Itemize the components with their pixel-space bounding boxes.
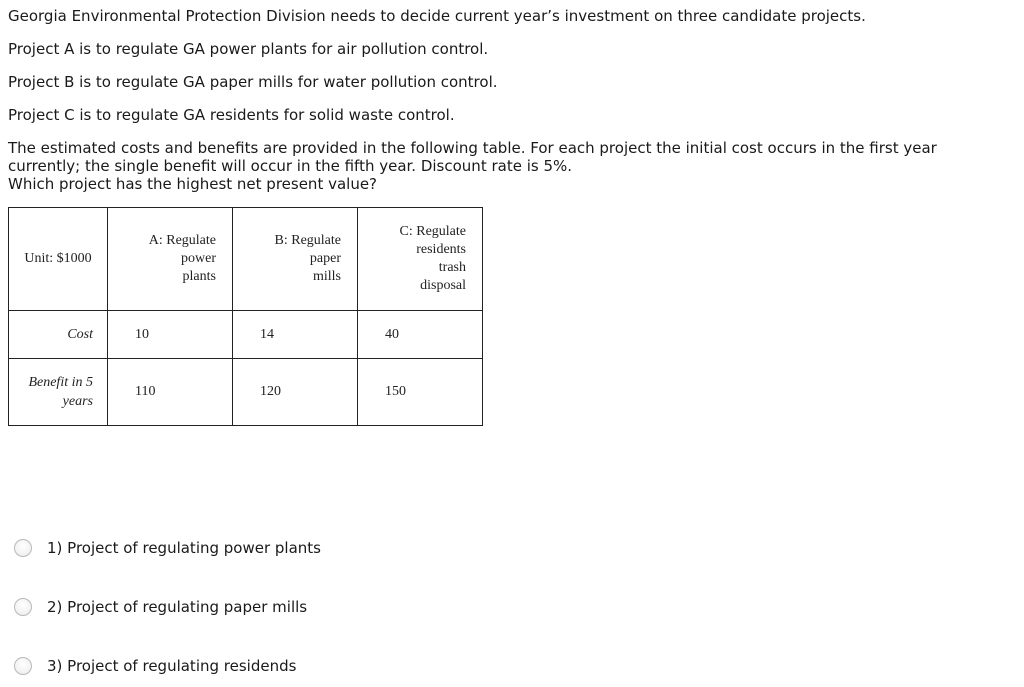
cost-value-b: 14	[233, 311, 358, 359]
header-a-line: plants	[182, 269, 216, 284]
header-b-line: paper	[309, 251, 341, 266]
option-2-label[interactable]: 2) Project of regulating paper mills	[47, 598, 308, 616]
project-c-description: Project C is to regulate GA residents for solid waste control.	[8, 106, 455, 124]
row-label-benefit	[9, 359, 108, 426]
cost-value-a: 10	[108, 311, 233, 359]
question-details-line-1: The estimated costs and benefits are provided in the following table. For each project the initial cost occurs in the first year	[8, 139, 937, 157]
header-b-line: B: Regulate	[274, 233, 341, 248]
cost-benefit-table	[8, 207, 483, 426]
row-label-text: Benefit in 5	[28, 375, 93, 390]
header-a-line: A: Regulate	[148, 233, 216, 248]
radio-button-option-2[interactable]	[14, 598, 32, 616]
header-c-line: C: Regulate	[399, 224, 466, 239]
answer-option-1[interactable]	[14, 537, 321, 559]
question-details	[8, 139, 1008, 193]
row-label-text: years	[62, 394, 93, 409]
header-a-line: power	[181, 251, 216, 266]
table-row-cost	[9, 311, 483, 359]
row-label-text: Cost	[67, 327, 93, 342]
header-b-line: mills	[312, 269, 341, 284]
radio-button-option-3[interactable]	[14, 657, 32, 675]
table-row-benefit	[9, 359, 483, 426]
benefit-value-a: 110	[108, 359, 233, 426]
unit-label: Unit: $1000	[24, 251, 92, 266]
option-3-label[interactable]: 3) Project of regulating residends	[47, 657, 297, 675]
unit-cell	[9, 208, 108, 311]
radio-button-option-1[interactable]	[14, 539, 32, 557]
project-b-description: Project B is to regulate GA paper mills for water pollution control.	[8, 73, 498, 91]
header-c-line: disposal	[420, 278, 466, 293]
answer-option-2[interactable]	[14, 596, 307, 618]
header-project-a	[108, 208, 233, 311]
option-1-label[interactable]: 1) Project of regulating power plants	[47, 539, 321, 557]
row-label-cost	[9, 311, 108, 359]
header-project-c	[358, 208, 483, 311]
table-header-row	[9, 208, 483, 311]
cost-value-c: 40	[358, 311, 483, 359]
project-a-description: Project A is to regulate GA power plants for air pollution control.	[8, 40, 489, 58]
header-project-b	[233, 208, 358, 311]
question-details-line-2: currently; the single benefit will occur in the fifth year. Discount rate is 5%.	[8, 157, 573, 175]
question-prompt: Which project has the highest net present value?	[8, 175, 378, 193]
benefit-value-b: 120	[233, 359, 358, 426]
question-intro: Georgia Environmental Protection Division needs to decide current year’s investment on three candidate projects.	[8, 7, 866, 25]
benefit-value-c: 150	[358, 359, 483, 426]
answer-option-3[interactable]	[14, 655, 296, 677]
header-c-line: trash	[438, 260, 466, 275]
header-c-line: residents	[416, 242, 466, 257]
